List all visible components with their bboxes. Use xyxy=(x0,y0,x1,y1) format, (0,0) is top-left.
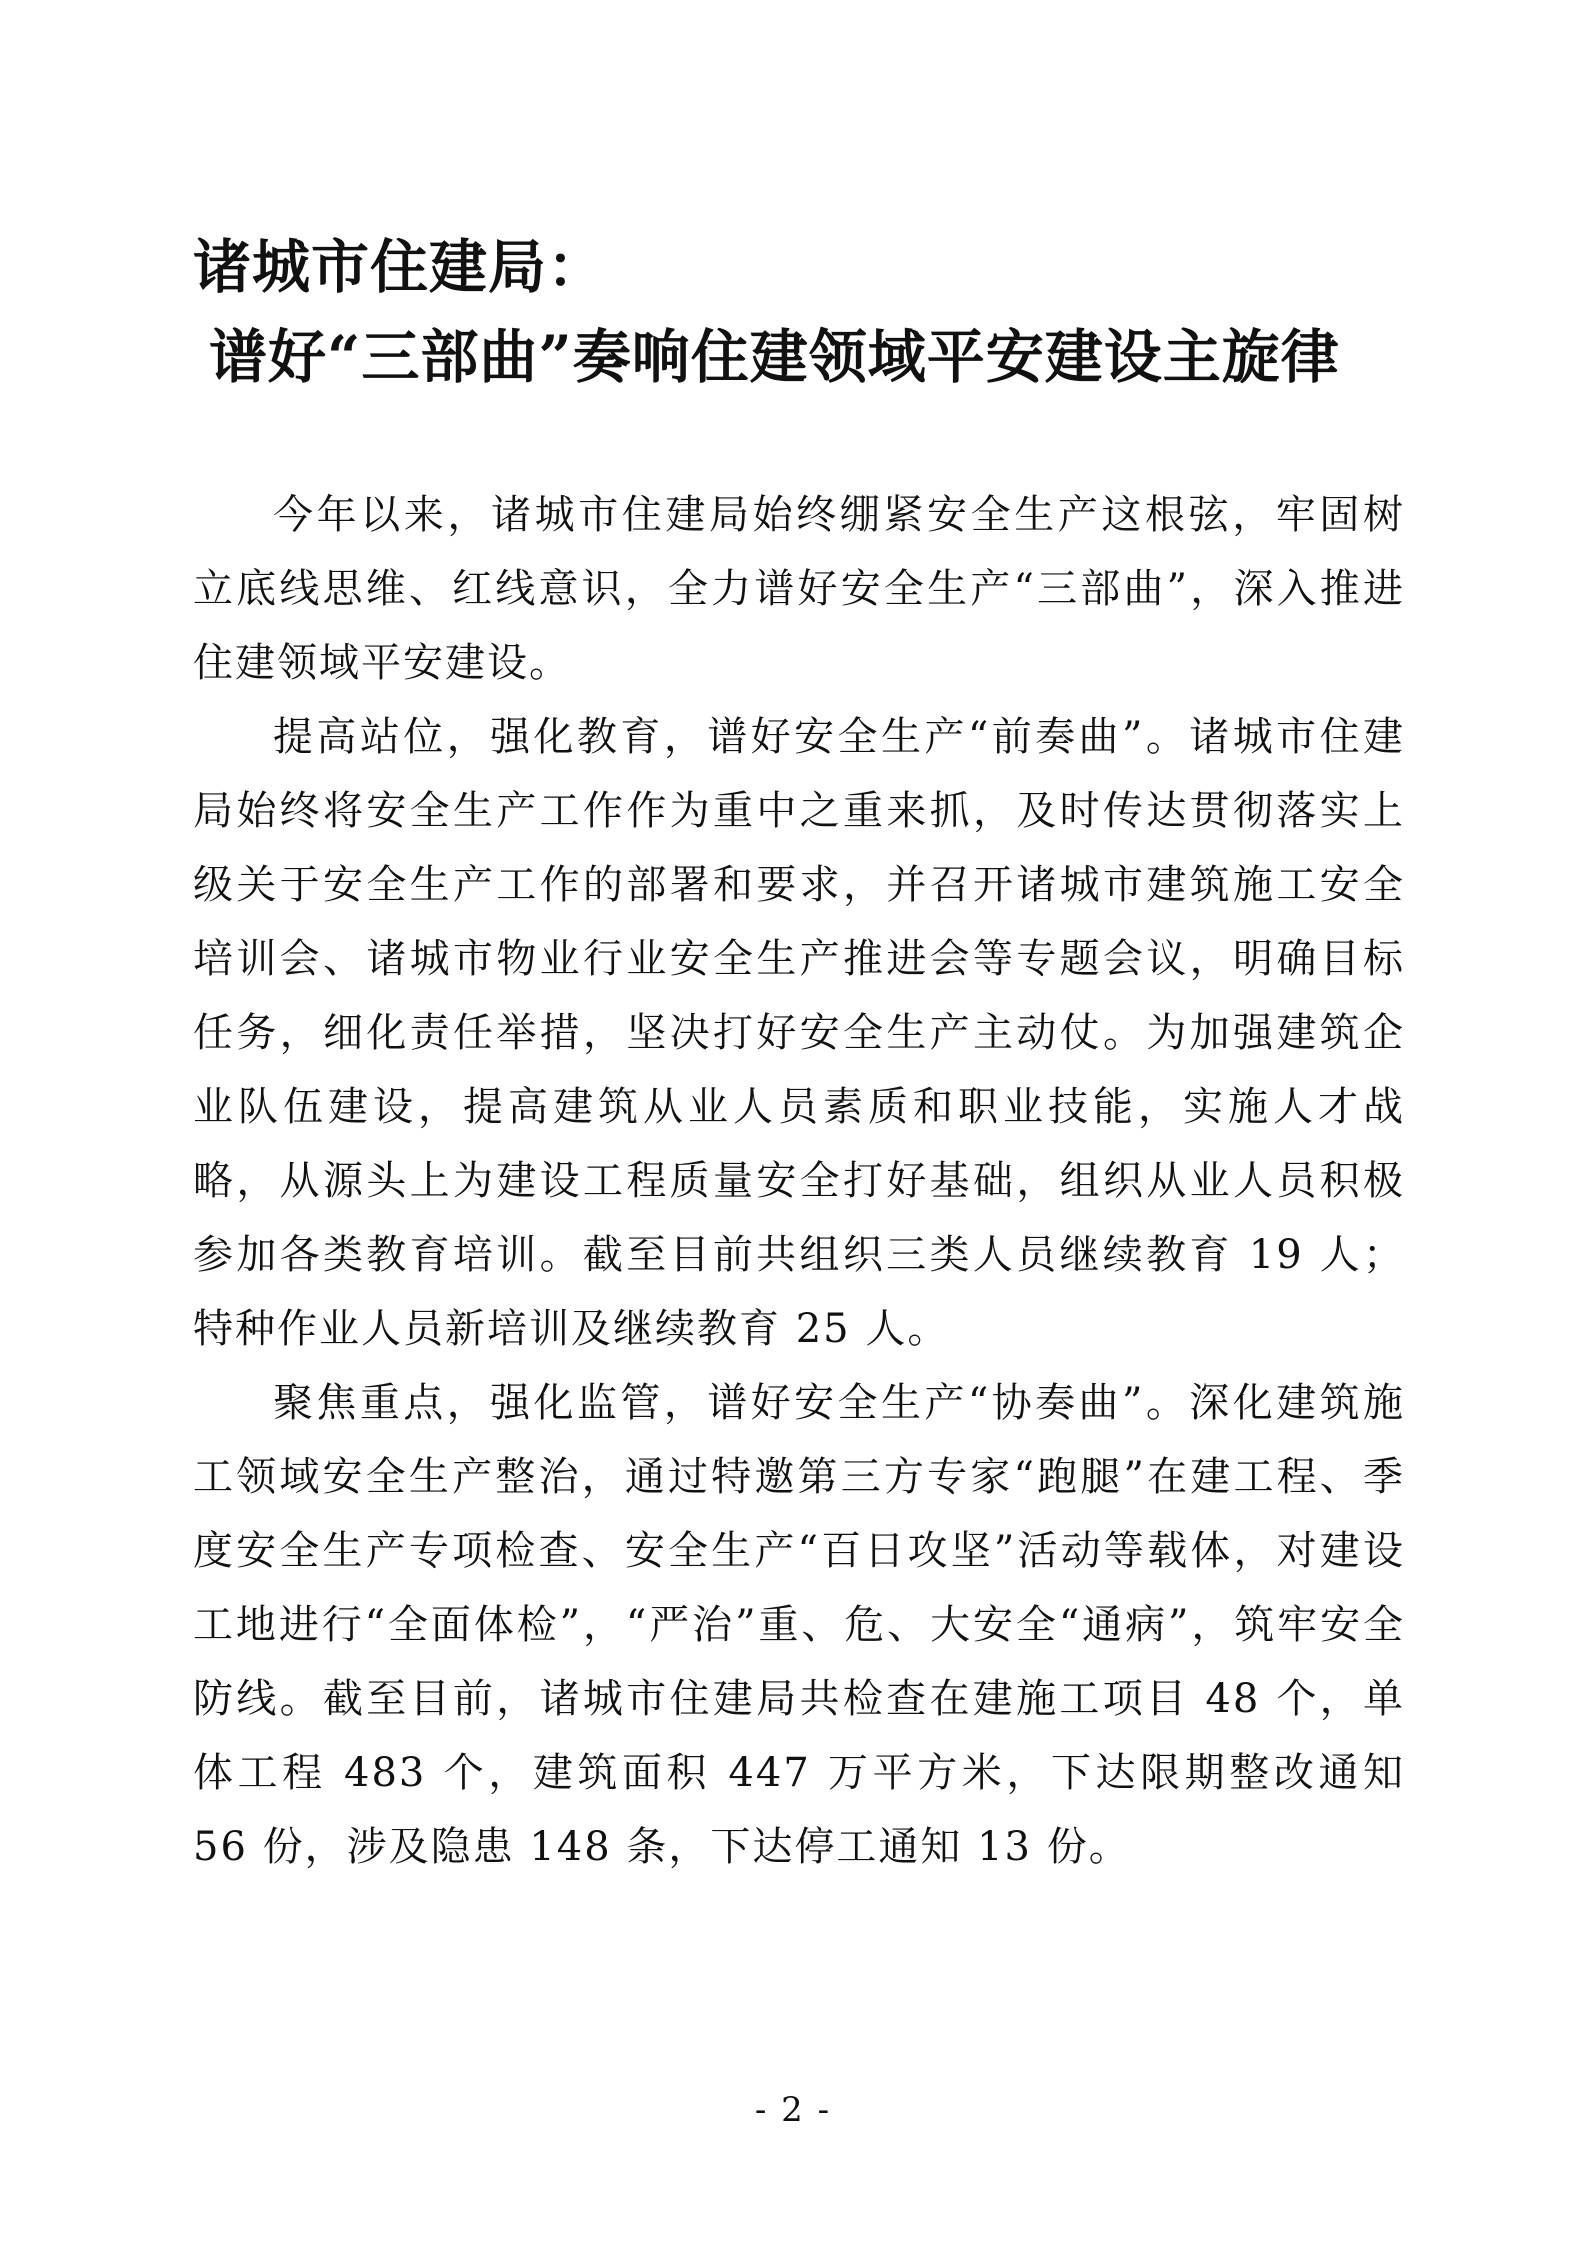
paragraph-concerto: 聚焦重点，强化监管，谱好安全生产“协奏曲”。深化建筑施工领域安全生产整治，通过特邀第三方专家“跑腿”在建工程、季度安全生产专项检查、安全生产“百日攻坚”活动等载体，对建设工地进行“全面体检”，“严治”重、危、大安全“通病”，筑牢安全防线。截至目前，诸城市住建局共检查在建施工项目 48 个，单体工程 483 个，建筑面积 447 万平方米，下达限期整改通知 56 份，涉及隐患 148 条，下达停工通知 13 份。 xyxy=(193,1380,1405,1870)
title-line-1: 诸城市住建局： xyxy=(193,233,607,301)
paragraph-prelude: 提高站位，强化教育，谱好安全生产“前奏曲”。诸城市住建局始终将安全生产工作作为重中之重来抓，及时传达贯彻落实上级关于安全生产工作的部署和要求，并召开诸城市建筑施工安全培训会、诸城市物业行业安全生产推进会等专题会议，明确目标任务，细化责任举措，坚决打好安全生产主动仗。为加强建筑企业队伍建设，提高建筑从业人员素质和职业技能，实施人才战略，从源头上为建设工程质量安全打好基础，组织从业人员积极参加各类教育培训。截至目前共组织三类人员继续教育 19 人；特种作业人员新培训及继续教育 25 人。 xyxy=(193,714,1405,1352)
document-body xyxy=(193,478,1405,1884)
document-title xyxy=(193,222,1413,402)
title-line-2: 谱好“三部曲”奏响住建领域平安建设主旋律 xyxy=(209,323,1340,391)
paragraph-intro: 今年以来，诸城市住建局始终绷紧安全生产这根弦，牢固树立底线思维、红线意识，全力谱好安全生产“三部曲”，深入推进住建领域平安建设。 xyxy=(193,492,1405,686)
page-number: - 2 - xyxy=(754,2090,832,2130)
